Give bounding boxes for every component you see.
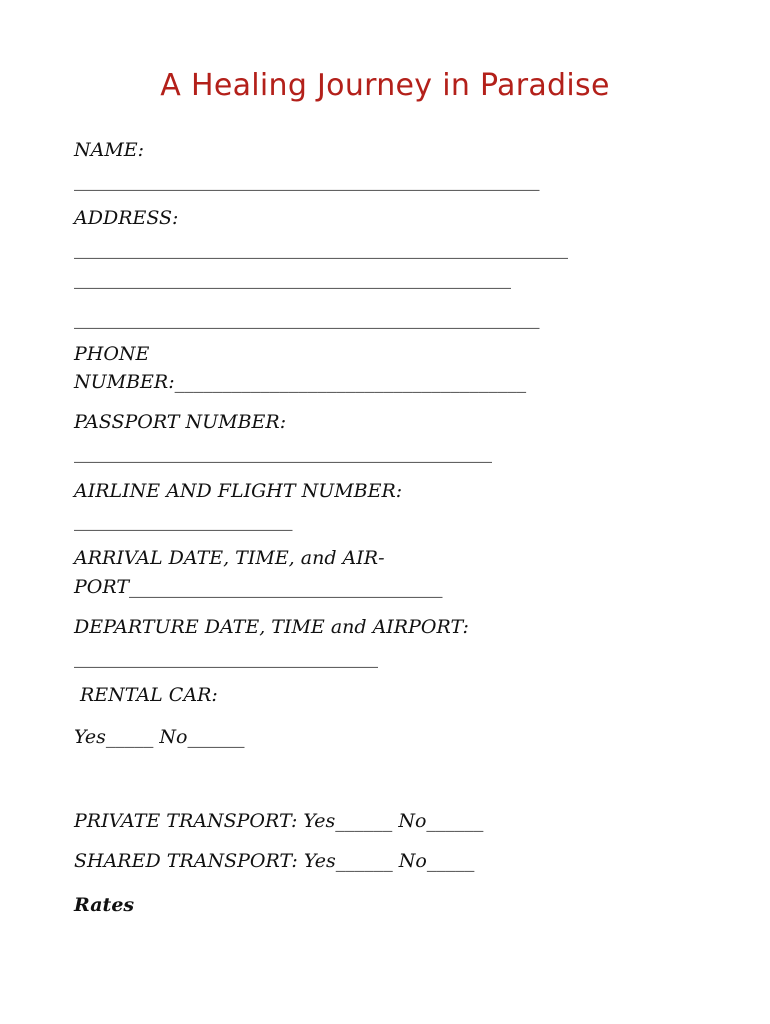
arrival-field-line[interactable]: PORT_________________________________ [74,576,443,598]
airline-label: AIRLINE AND FLIGHT NUMBER: [74,480,403,502]
phone-label: PHONE [74,343,150,365]
private-transport-field[interactable]: PRIVATE TRANSPORT: Yes______ No______ [74,810,484,832]
name-label: NAME: [74,139,145,161]
form-title: A Healing Journey in Paradise [160,68,610,103]
shared-transport-field[interactable]: SHARED TRANSPORT: Yes______ No_____ [74,850,475,872]
address-field-line-2[interactable]: ______________________________________________ [74,267,511,289]
airline-field-line[interactable]: _______________________ [74,509,293,531]
departure-field-line[interactable]: ________________________________ [74,646,378,668]
phone-field-line[interactable]: NUMBER:_____________________________________ [74,371,527,393]
address-field-line-1[interactable]: ____________________________________________________ [74,237,568,259]
rates-heading: Rates [74,894,135,916]
passport-field-line[interactable]: ____________________________________________ [74,441,492,463]
name-field-line[interactable]: _________________________________________________ [74,169,540,191]
rental-car-options[interactable]: Yes_____ No______ [74,726,245,748]
address-label: ADDRESS: [74,207,179,229]
address-field-line-3[interactable]: _________________________________________________ [74,307,540,329]
passport-label: PASSPORT NUMBER: [74,411,287,433]
arrival-label: ARRIVAL DATE, TIME, and AIR- [74,547,385,569]
departure-label: DEPARTURE DATE, TIME and AIRPORT: [74,616,469,638]
rental-car-label: RENTAL CAR: [80,684,218,706]
